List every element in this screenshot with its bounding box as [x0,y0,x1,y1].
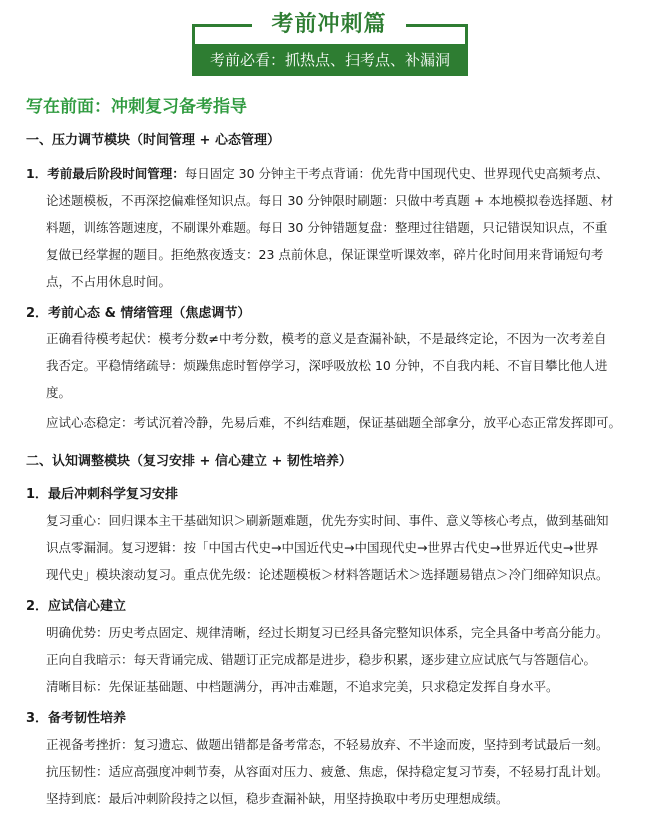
paragraph-line: 正向自我暗示：每天背诵完成、错题订正完成都是进步，稳步积累，逐步建立应试底气与答题信心。 [46,652,597,667]
paragraph-line: 清晰目标：先保证基础题、中档题满分，再冲击难题，不追求完美，只求稳定发挥自身水平。 [46,679,559,694]
paragraph-line: 抗压韧性：适应高强度冲刺节奏，从容面对压力、疲惫、焦虑，保持稳定复习节奏，不轻易打乱计划。 [46,764,609,779]
banner [192,10,466,76]
section-title: 二、认知调整模块（复习安排 + 信心建立 + 韧性培养） [26,454,352,469]
paragraph-line: 识点零漏洞。复习逻辑：按「中国古代史→中国近代史→中国现代史→世界古代史→世界近代史→世界 [46,540,599,555]
item-title: 1．考前最后阶段时间管理： [26,166,185,181]
paragraph-line: 料题，训练答题速度，不刷课外难题。每日 30 分钟错题复盘：整理过往错题，只记错误知识点，不重 [46,220,608,235]
paragraph-line: 坚持到底：最后冲刺阶段持之以恒，稳步查漏补缺，用坚持换取中考历史理想成绩。 [46,791,509,806]
section-title: 一、压力调节模块（时间管理 + 心态管理） [26,133,280,148]
paragraph-line: 论述题模板，不再深挖偏难怪知识点。每日 30 分钟限时刷题：只做中考真题 + 本地模拟卷选择题、材 [46,193,614,208]
banner-title: 考前冲刺篇 [252,10,406,40]
paragraph-line: 正确看待模考起伏：模考分数≠中考分数，模考的意义是查漏补缺，不是最终定论，不因为一次考差自 [46,331,607,346]
paragraph-line: 点，不占用休息时间。 [46,274,172,289]
banner-subtitle: 考前必看：抓热点、扫考点、补漏洞 [192,44,468,76]
paragraph-line: 我否定。平稳情绪疏导：烦躁焦虑时暂停学习，深呼吸放松 10 分钟，不自我内耗、不盲目攀比他人进 [46,358,608,373]
paragraph-line: 复习重心：回归课本主干基础知识＞刷新题难题，优先夯实时间、事件、意义等核心考点，做到基础知 [46,513,609,528]
item-title: 1．最后冲刺科学复习安排 [26,487,179,502]
paragraph-line: 度。 [46,385,72,400]
paragraph-line: 明确优势：历史考点固定、规律清晰，经过长期复习已经具备完整知识体系，完全具备中考高分能力。 [46,625,609,640]
item-title: 2．考前心态 & 情绪管理（焦虑调节） [26,306,251,321]
paragraph-line: 正视备考挫折：复习遗忘、做题出错都是备考常态，不轻易放弃、不半途而废，坚持到考试最后一刻。 [46,737,609,752]
paragraph-line: 现代史」模块滚动复习。重点优先级：论述题模板＞材料答题话术＞选择题易错点＞冷门细碎知识点。 [46,567,609,582]
item-title: 2．应试信心建立 [26,599,127,614]
page-heading: 写在前面：冲刺复习备考指导 [26,97,247,117]
paragraph-line: 应试心态稳定：考试沉着冷静，先易后难，不纠结难题，保证基础题全部拿分，放平心态正常发挥即可。 [46,415,622,430]
item-title: 3．备考韧性培养 [26,711,127,726]
paragraph-line: 复做已经掌握的题目。拒绝熬夜透支：23 点前休息，保证课堂听课效率，碎片化时间用来背诵短句考 [46,247,604,262]
paragraph-line: 1．考前最后阶段时间管理：每日固定 30 分钟主干考点背诵：优先背中国现代史、世界现代史高频考点、 [26,166,609,181]
